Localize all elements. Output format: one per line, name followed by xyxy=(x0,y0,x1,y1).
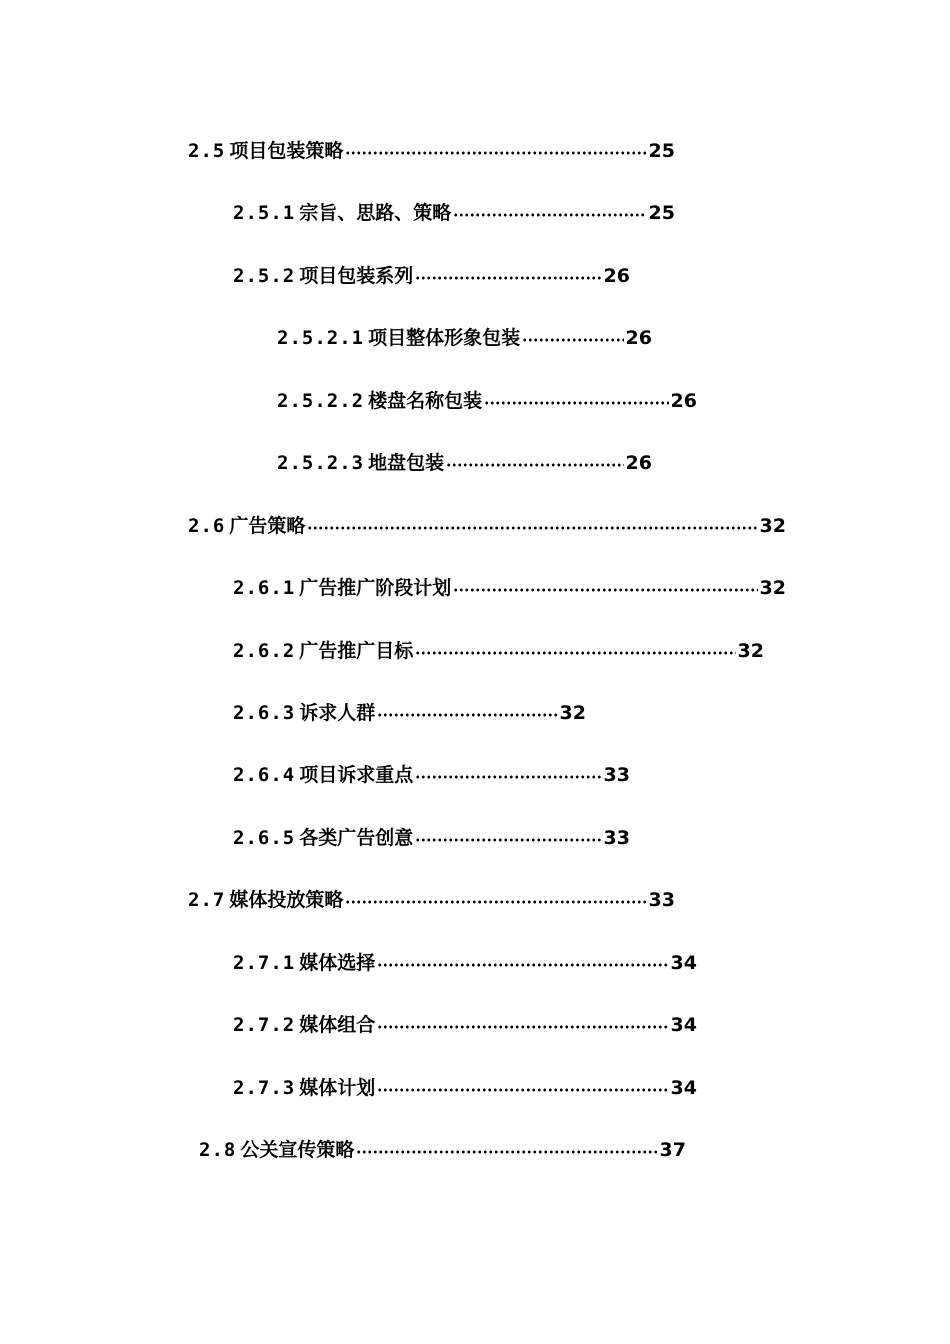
toc-entry xyxy=(233,197,675,229)
toc-entry-page: 33 xyxy=(648,889,675,911)
dot-leader xyxy=(453,213,646,217)
toc-entry xyxy=(233,260,630,292)
toc-entry-number: 2.7.1 xyxy=(233,952,296,974)
toc-entry-title: 项目包装系列 xyxy=(299,265,414,287)
toc-entry-title: 项目包装策略 xyxy=(229,140,344,162)
toc-entry xyxy=(233,759,630,791)
dot-leader xyxy=(307,526,757,530)
toc-entry-number: 2.5 xyxy=(188,140,226,162)
dot-leader xyxy=(377,713,557,717)
toc-entry xyxy=(233,1009,697,1041)
dot-leader xyxy=(377,1088,668,1092)
toc-entry-page: 25 xyxy=(648,140,675,162)
toc-entry-page: 26 xyxy=(603,265,630,287)
toc-entry-title: 媒体组合 xyxy=(299,1014,376,1036)
toc-entry xyxy=(188,884,675,916)
toc-entry-page: 34 xyxy=(670,952,697,974)
toc-entry-page: 26 xyxy=(625,452,652,474)
toc-entry xyxy=(188,510,786,542)
toc-entry-number: 2.6 xyxy=(188,515,226,537)
toc-entry xyxy=(277,322,652,354)
toc-entry-title: 广告推广阶段计划 xyxy=(299,577,452,599)
toc-entry xyxy=(277,447,652,479)
toc-entry-page: 26 xyxy=(625,327,652,349)
dot-leader xyxy=(356,1150,657,1154)
toc-entry-title: 媒体计划 xyxy=(299,1077,376,1099)
toc-entry xyxy=(233,1072,697,1104)
toc-entry-title: 项目诉求重点 xyxy=(299,764,414,786)
toc-entry-page: 32 xyxy=(759,515,786,537)
toc-entry-page: 32 xyxy=(759,577,786,599)
toc-entry xyxy=(188,135,675,167)
toc-entry-number: 2.5.2.3 xyxy=(277,452,365,474)
toc-entry xyxy=(233,822,630,854)
dot-leader xyxy=(484,401,668,405)
toc-entry-title: 项目整体形象包装 xyxy=(368,327,521,349)
toc-entry-title: 楼盘名称包装 xyxy=(368,390,483,412)
dot-leader xyxy=(345,900,646,904)
dot-leader xyxy=(415,276,601,280)
toc-entry-title: 媒体投放策略 xyxy=(229,889,344,911)
dot-leader xyxy=(415,838,601,842)
dot-leader xyxy=(446,463,623,467)
dot-leader xyxy=(522,338,623,342)
dot-leader xyxy=(415,651,735,655)
toc-entry-number: 2.7 xyxy=(188,889,226,911)
toc-entry xyxy=(233,635,764,667)
toc-entry-number: 2.6.2 xyxy=(233,640,296,662)
toc-entry xyxy=(233,572,786,604)
dot-leader xyxy=(377,1025,668,1029)
dot-leader xyxy=(345,151,646,155)
toc-entry-number: 2.7.3 xyxy=(233,1077,296,1099)
toc-entry-number: 2.6.1 xyxy=(233,577,296,599)
dot-leader xyxy=(377,963,668,967)
toc-entry-page: 33 xyxy=(603,764,630,786)
toc-entry-page: 37 xyxy=(659,1139,686,1161)
toc-entry-number: 2.8 xyxy=(199,1139,237,1161)
toc-entry-page: 33 xyxy=(603,827,630,849)
toc-entry-number: 2.5.1 xyxy=(233,202,296,224)
toc-entry-page: 34 xyxy=(670,1077,697,1099)
toc-entry-page: 34 xyxy=(670,1014,697,1036)
toc-entry-page: 32 xyxy=(559,702,586,724)
toc-entry-title: 诉求人群 xyxy=(299,702,376,724)
toc-entry xyxy=(233,697,586,729)
toc-entry xyxy=(233,947,697,979)
toc-entry-number: 2.6.5 xyxy=(233,827,296,849)
toc-entry-title: 广告策略 xyxy=(229,515,306,537)
toc-entry-title: 公关宣传策略 xyxy=(240,1139,355,1161)
toc-entry-page: 32 xyxy=(737,640,764,662)
toc-entry-number: 2.5.2.2 xyxy=(277,390,365,412)
toc-entry-number: 2.5.2.1 xyxy=(277,327,365,349)
toc-entry xyxy=(199,1134,686,1166)
dot-leader xyxy=(453,588,757,592)
dot-leader xyxy=(415,775,601,779)
toc-entry-number: 2.5.2 xyxy=(233,265,296,287)
toc-entry-title: 广告推广目标 xyxy=(299,640,414,662)
toc-entry-page: 25 xyxy=(648,202,675,224)
toc-entry-title: 各类广告创意 xyxy=(299,827,414,849)
toc-entry xyxy=(277,385,697,417)
toc-entry-title: 媒体选择 xyxy=(299,952,376,974)
toc-entry-page: 26 xyxy=(670,390,697,412)
toc-entry-number: 2.7.2 xyxy=(233,1014,296,1036)
toc-entry-number: 2.6.4 xyxy=(233,764,296,786)
toc-entry-title: 宗旨、思路、策略 xyxy=(299,202,452,224)
toc-entry-number: 2.6.3 xyxy=(233,702,296,724)
toc-entry-title: 地盘包装 xyxy=(368,452,445,474)
